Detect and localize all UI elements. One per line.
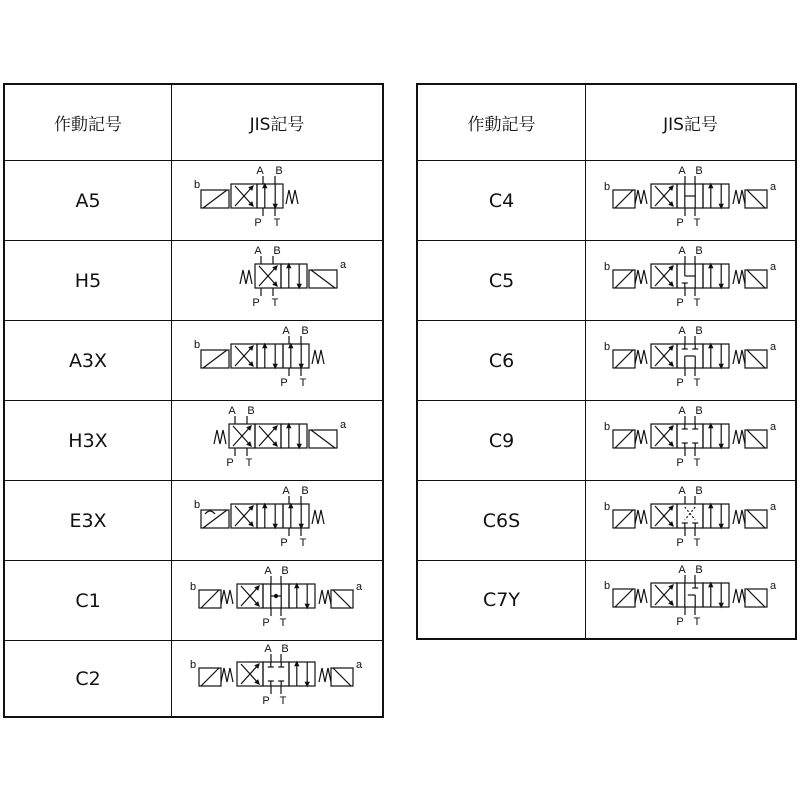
symbol-line bbox=[615, 589, 633, 607]
table-row bbox=[418, 320, 795, 400]
port-label-A: A bbox=[228, 404, 236, 417]
port-label-b: b bbox=[189, 658, 197, 671]
symbol-line bbox=[747, 350, 765, 368]
return-spring bbox=[319, 668, 331, 682]
return-spring bbox=[635, 430, 647, 444]
table-row bbox=[5, 480, 382, 560]
symbol-line bbox=[203, 190, 227, 208]
jis-valve-symbol bbox=[603, 324, 777, 394]
port-label-A: A bbox=[282, 484, 290, 497]
valve-envelope bbox=[289, 662, 315, 686]
port-label-a: a bbox=[355, 580, 363, 593]
symbol-line bbox=[615, 190, 633, 208]
port-label-P: P bbox=[675, 376, 684, 389]
return-spring bbox=[733, 190, 745, 204]
jis-valve-symbol bbox=[189, 642, 363, 712]
valve-envelope bbox=[703, 424, 729, 448]
table-row bbox=[5, 400, 382, 480]
port-label-a: a bbox=[769, 500, 776, 513]
valve-envelope bbox=[281, 264, 307, 288]
symbol-line bbox=[615, 510, 633, 528]
symbol-line bbox=[311, 430, 335, 448]
valve-envelope bbox=[677, 424, 703, 448]
port-label-T: T bbox=[693, 216, 700, 229]
symbol-line bbox=[201, 590, 219, 608]
action-code: C7Y bbox=[418, 561, 586, 638]
port-label-T: T bbox=[693, 615, 700, 628]
action-code: E3X bbox=[5, 481, 172, 560]
port-label-A: A bbox=[677, 244, 686, 257]
jis-valve-symbol bbox=[603, 404, 777, 474]
return-spring bbox=[733, 510, 745, 524]
valve-envelope bbox=[257, 504, 283, 528]
return-spring bbox=[319, 590, 331, 604]
port-label-B: B bbox=[247, 404, 255, 417]
action-code: H3X bbox=[5, 401, 172, 480]
restriction-cross bbox=[684, 507, 694, 520]
port-label-T: T bbox=[279, 616, 287, 629]
port-label-P: P bbox=[675, 615, 684, 628]
port-label-b: b bbox=[603, 420, 610, 433]
port-label-T: T bbox=[693, 456, 700, 469]
port-label-T: T bbox=[693, 296, 700, 309]
valve-envelope bbox=[703, 504, 729, 528]
port-label-P: P bbox=[254, 216, 262, 229]
port-label-P: P bbox=[262, 694, 270, 707]
port-label-P: P bbox=[675, 456, 684, 469]
table-row bbox=[5, 240, 382, 320]
symbol-line bbox=[747, 190, 765, 208]
action-code: C6S bbox=[418, 481, 586, 560]
jis-valve-symbol bbox=[603, 484, 777, 554]
port-label-b: b bbox=[193, 178, 201, 191]
port-label-P: P bbox=[675, 536, 684, 549]
port-label-B: B bbox=[694, 404, 703, 417]
action-code: A5 bbox=[5, 161, 172, 240]
action-code: A3X bbox=[5, 321, 172, 400]
valve-envelope bbox=[283, 344, 309, 368]
port-label-b: b bbox=[193, 338, 201, 351]
symbol-line bbox=[747, 510, 765, 528]
valve-envelope bbox=[703, 264, 729, 288]
port-label-a: a bbox=[769, 420, 776, 433]
jis-valve-symbol bbox=[191, 404, 363, 474]
port-label-b: b bbox=[193, 498, 201, 511]
action-code: C9 bbox=[418, 401, 586, 480]
valve-envelope bbox=[257, 184, 283, 208]
port-label-a: a bbox=[339, 418, 347, 431]
return-spring bbox=[286, 190, 298, 204]
return-spring bbox=[733, 270, 745, 284]
return-spring bbox=[221, 590, 233, 604]
symbol-line bbox=[201, 668, 219, 686]
table-row bbox=[418, 240, 795, 320]
port-label-B: B bbox=[694, 484, 703, 497]
action-code: C1 bbox=[5, 561, 172, 640]
port-label-A: A bbox=[677, 404, 686, 417]
port-label-A: A bbox=[677, 164, 686, 177]
junction-dot bbox=[275, 594, 278, 597]
symbol-line bbox=[203, 350, 227, 368]
jis-valve-symbol bbox=[191, 324, 363, 394]
port-label-P: P bbox=[675, 216, 684, 229]
port-label-B: B bbox=[281, 642, 289, 655]
port-label-a: a bbox=[769, 579, 776, 592]
port-label-A: A bbox=[677, 484, 686, 497]
port-label-B: B bbox=[694, 563, 703, 576]
right-table bbox=[416, 83, 797, 640]
jis-valve-symbol bbox=[603, 244, 777, 314]
port-label-B: B bbox=[273, 244, 281, 257]
port-label-A: A bbox=[264, 564, 272, 577]
jis-valve-symbol bbox=[603, 563, 777, 633]
header-jis-symbol: JIS記号 bbox=[249, 115, 305, 135]
valve-envelope bbox=[703, 583, 729, 607]
table-row bbox=[418, 560, 795, 638]
port-label-T: T bbox=[245, 456, 253, 469]
return-spring bbox=[635, 510, 647, 524]
valve-envelope bbox=[257, 344, 283, 368]
port-label-A: A bbox=[282, 324, 290, 337]
port-label-b: b bbox=[603, 500, 610, 513]
port-label-b: b bbox=[603, 340, 610, 353]
port-label-B: B bbox=[694, 164, 703, 177]
table-row bbox=[418, 480, 795, 560]
table-row bbox=[5, 640, 382, 716]
symbol-line bbox=[333, 590, 351, 608]
port-label-a: a bbox=[769, 340, 776, 353]
port-label-b: b bbox=[603, 180, 610, 193]
return-spring bbox=[733, 350, 745, 364]
port-label-A: A bbox=[677, 563, 686, 576]
port-label-B: B bbox=[694, 244, 703, 257]
valve-envelope bbox=[703, 344, 729, 368]
port-label-T: T bbox=[299, 376, 307, 389]
jis-valve-symbol bbox=[603, 164, 777, 234]
port-label-B: B bbox=[301, 324, 309, 337]
port-label-A: A bbox=[264, 642, 272, 655]
valve-envelope bbox=[283, 504, 309, 528]
port-label-B: B bbox=[694, 324, 703, 337]
return-spring bbox=[733, 589, 745, 603]
symbol-line bbox=[747, 589, 765, 607]
header-row bbox=[418, 85, 795, 160]
port-label-P: P bbox=[262, 616, 270, 629]
table-row bbox=[418, 160, 795, 240]
port-label-T: T bbox=[279, 694, 287, 707]
port-label-B: B bbox=[275, 164, 283, 177]
header-jis-symbol: JIS記号 bbox=[663, 115, 718, 135]
port-label-T: T bbox=[693, 536, 700, 549]
port-label-A: A bbox=[254, 244, 262, 257]
jis-valve-symbol bbox=[191, 244, 363, 314]
symbol-line bbox=[747, 430, 765, 448]
port-label-b: b bbox=[189, 580, 197, 593]
port-label-A: A bbox=[677, 324, 686, 337]
return-spring bbox=[635, 190, 647, 204]
header-action-symbol: 作動記号 bbox=[418, 85, 586, 160]
port-label-P: P bbox=[226, 456, 234, 469]
return-spring bbox=[312, 350, 324, 364]
left-table bbox=[3, 83, 384, 718]
return-spring bbox=[635, 589, 647, 603]
return-spring bbox=[635, 350, 647, 364]
valve-envelope bbox=[263, 662, 289, 686]
table-row bbox=[5, 320, 382, 400]
symbol-line bbox=[747, 270, 765, 288]
port-label-a: a bbox=[355, 658, 363, 671]
table-row bbox=[5, 160, 382, 240]
port-label-B: B bbox=[301, 484, 309, 497]
port-label-T: T bbox=[693, 376, 700, 389]
action-code: C4 bbox=[418, 161, 586, 240]
valve-envelope bbox=[289, 584, 315, 608]
symbol-line bbox=[615, 350, 633, 368]
symbol-line bbox=[333, 668, 351, 686]
port-label-a: a bbox=[769, 260, 776, 273]
port-label-B: B bbox=[281, 564, 289, 577]
valve-envelope bbox=[703, 184, 729, 208]
valve-envelope bbox=[281, 424, 307, 448]
port-label-P: P bbox=[675, 296, 684, 309]
port-label-P: P bbox=[280, 376, 288, 389]
table-row bbox=[5, 560, 382, 640]
symbol-line bbox=[311, 270, 335, 288]
symbol-line bbox=[615, 270, 633, 288]
action-code: C2 bbox=[5, 641, 172, 716]
action-code: H5 bbox=[5, 241, 172, 320]
action-code: C6 bbox=[418, 321, 586, 400]
header-row bbox=[5, 85, 382, 160]
port-label-T: T bbox=[299, 536, 307, 549]
return-spring bbox=[733, 430, 745, 444]
jis-valve-symbol bbox=[189, 564, 363, 634]
jis-valve-symbol bbox=[191, 484, 363, 554]
port-label-b: b bbox=[603, 260, 610, 273]
table-row bbox=[418, 400, 795, 480]
port-label-T: T bbox=[273, 216, 281, 229]
valve-envelope bbox=[677, 504, 703, 528]
port-label-a: a bbox=[339, 258, 347, 271]
jis-valve-symbol bbox=[191, 164, 363, 234]
return-spring bbox=[221, 668, 233, 682]
action-code: C5 bbox=[418, 241, 586, 320]
detent-mark bbox=[205, 511, 215, 514]
port-label-P: P bbox=[280, 536, 288, 549]
port-label-b: b bbox=[603, 579, 610, 592]
return-spring bbox=[635, 270, 647, 284]
symbol-line bbox=[615, 430, 633, 448]
port-label-P: P bbox=[252, 296, 260, 309]
port-label-A: A bbox=[256, 164, 264, 177]
port-label-a: a bbox=[769, 180, 776, 193]
header-action-symbol: 作動記号 bbox=[5, 85, 172, 160]
return-spring bbox=[214, 430, 226, 444]
port-label-T: T bbox=[271, 296, 279, 309]
return-spring bbox=[312, 510, 324, 524]
return-spring bbox=[240, 270, 252, 284]
